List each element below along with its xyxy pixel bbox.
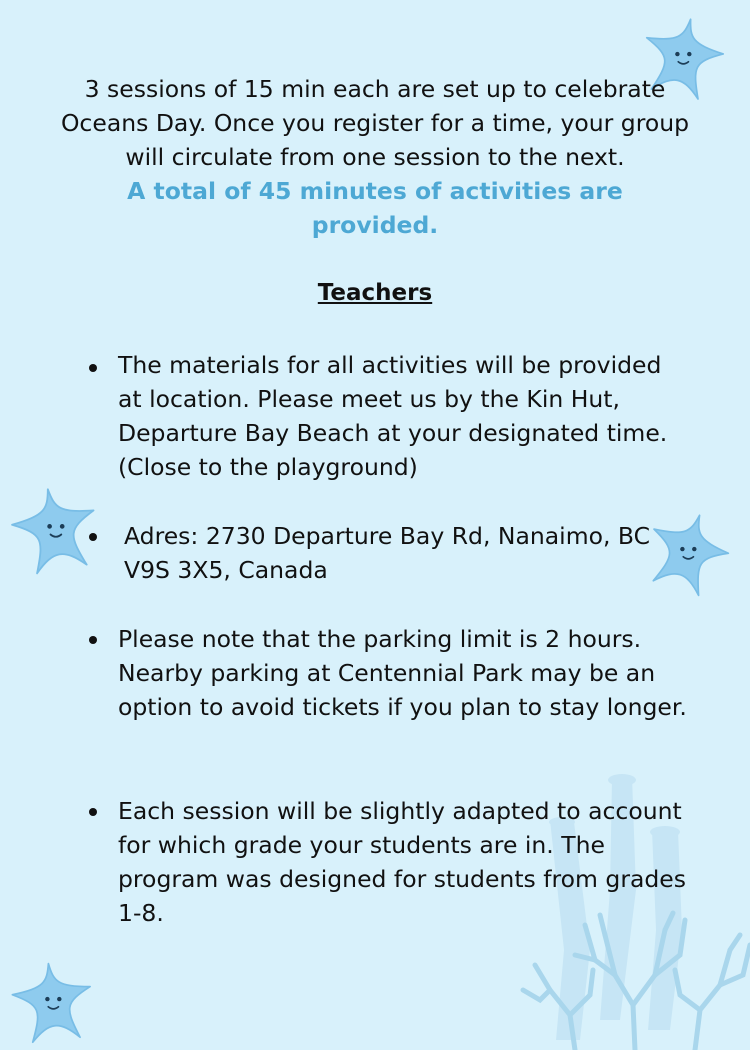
list-item: Each session will be slightly adapted to account for which grade your students are in. The program was designed for students from grades 1-8.: [118, 797, 687, 927]
intro-highlight: A total of 45 minutes of activities are provided.: [127, 177, 623, 239]
section-heading: Teachers: [317, 280, 433, 306]
bullet-icon: [89, 533, 97, 541]
bullet-icon: [89, 636, 97, 644]
starfish-icon: [10, 960, 95, 1045]
list-item: Please note that the parking limit is 2 hours. Nearby parking at Centennial Park may be an option to avoid tickets if you plan to stay longer.: [118, 625, 687, 721]
list-item: Adres: 2730 Departure Bay Rd, Nanaimo, BC V9S 3X5, Canada: [124, 522, 651, 584]
list-item: The materials for all activities will be provided at location. Please meet us by the Kin Hut, Departure Bay Beach at your designated time. (Close to the playground): [118, 351, 668, 481]
starfish-icon: [10, 485, 100, 575]
intro-text: 3 sessions of 15 min each are set up to celebrate Oceans Day. Once you register for a time, your group will circulate from one session to the next.: [60, 75, 690, 171]
bullet-icon: [89, 808, 97, 816]
bullet-icon: [89, 364, 97, 372]
intro-section: [60, 72, 690, 242]
